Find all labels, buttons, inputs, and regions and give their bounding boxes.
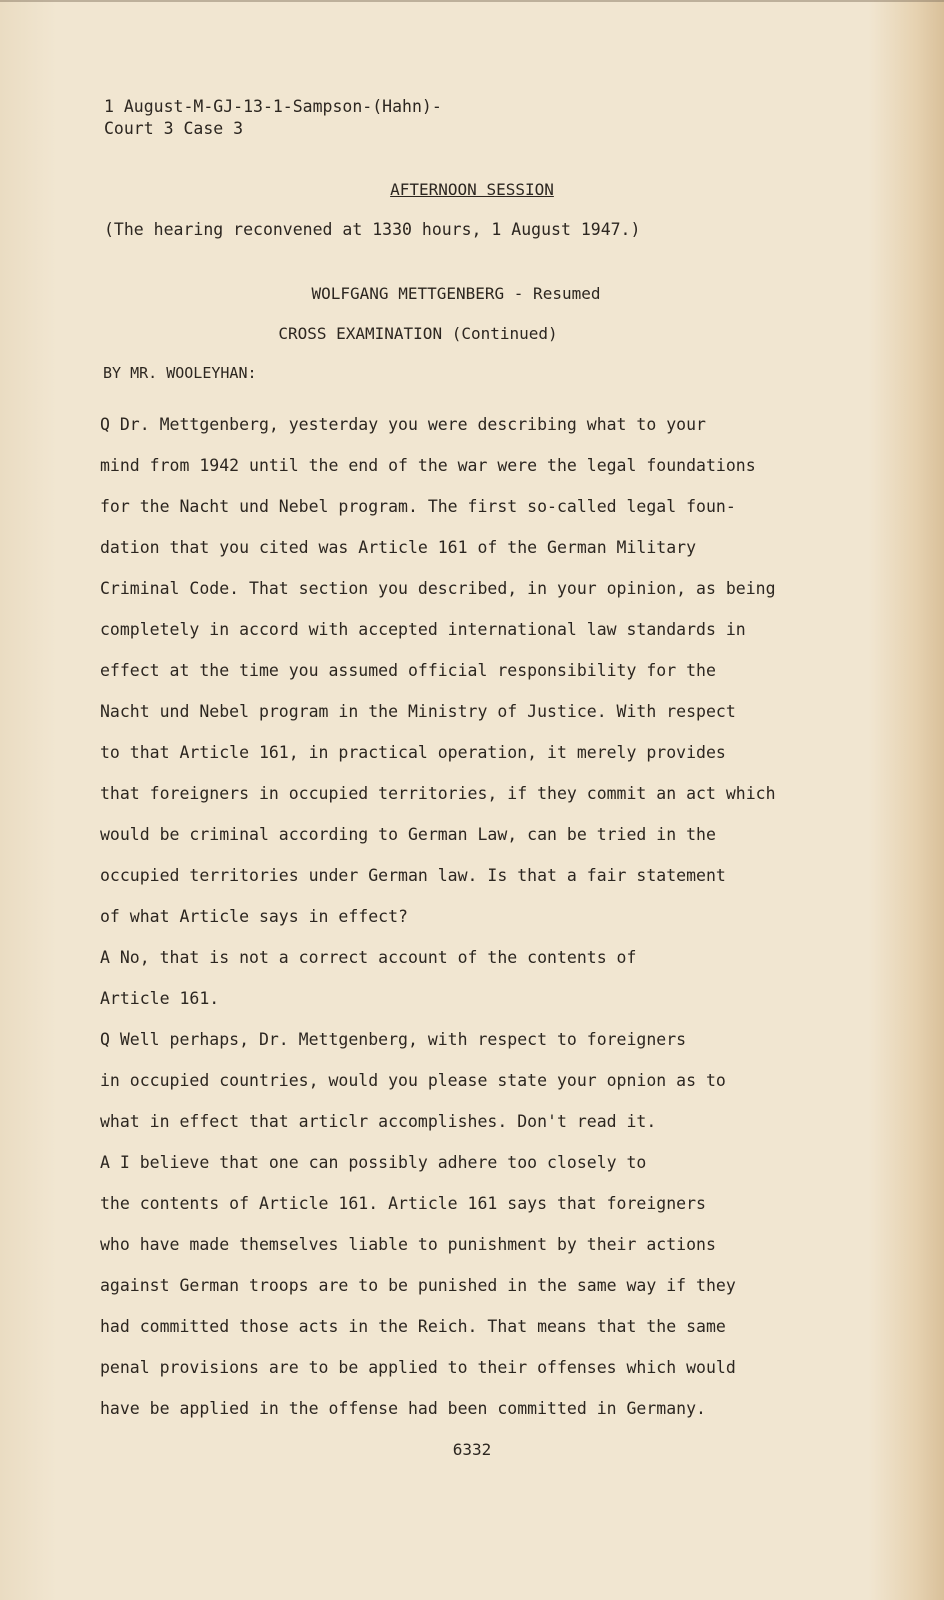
answer-paragraph: A No, that is not a correct account of the contents of Article 161. [100, 948, 637, 1008]
examination-heading: CROSS EXAMINATION (Continued) [278, 324, 558, 343]
answer-paragraph: A I believe that one can possibly adhere too closely to the contents of Article 161. Article 161 says that foreigners who have made themselves liable to punishment by their actions against German troops are to be punished in the same way if they had committed those acts in the Reich. That means that the same penal provisions are to be applied to their offenses which would have be applied in the offense had been committed in Germany. [100, 1153, 736, 1418]
question-paragraph: Q Dr. Mettgenberg, yesterday you were describing what to your mind from 1942 until the end of the war were the legal foundations for the Nacht und Nebel program. The first so-called legal foun- dation that you cited was Article 161 of the German Military Criminal Code. That section you described, in your opinion, as being completely in accord with accepted international law standards in effect at the time you assumed official responsibility for the Nacht und Nebel program in the Ministry of Justice. With respect to that Article 161, in practical operation, it merely provides that foreigners in occupied territories, if they commit an act which would be criminal according to German Law, can be tried in the occupied territories under German law. Is that a fair statement of what Article says in effect? [100, 415, 776, 926]
top-edge-line [0, 0, 944, 2]
reconvened-note: (The hearing reconvened at 1330 hours, 1 August 1947.) [104, 220, 641, 239]
page-number: 6332 [452, 1440, 492, 1459]
question-paragraph: Q Well perhaps, Dr. Mettgenberg, with respect to foreigners in occupied countries, would you please state your opnion as to what in effect that articlr accomplishes. Don't read it. [100, 1030, 726, 1131]
page-header [104, 96, 442, 140]
transcript-body [100, 404, 820, 1429]
witness-heading: WOLFGANG METTGENBERG - Resumed [311, 284, 601, 303]
examiner-byline: BY MR. WOOLEYHAN: [103, 364, 257, 382]
header-line-1: 1 August-M-GJ-13-1-Sampson-(Hahn)- [104, 97, 442, 116]
header-line-2: Court 3 Case 3 [104, 119, 244, 138]
session-title: AFTERNOON SESSION [390, 180, 554, 199]
